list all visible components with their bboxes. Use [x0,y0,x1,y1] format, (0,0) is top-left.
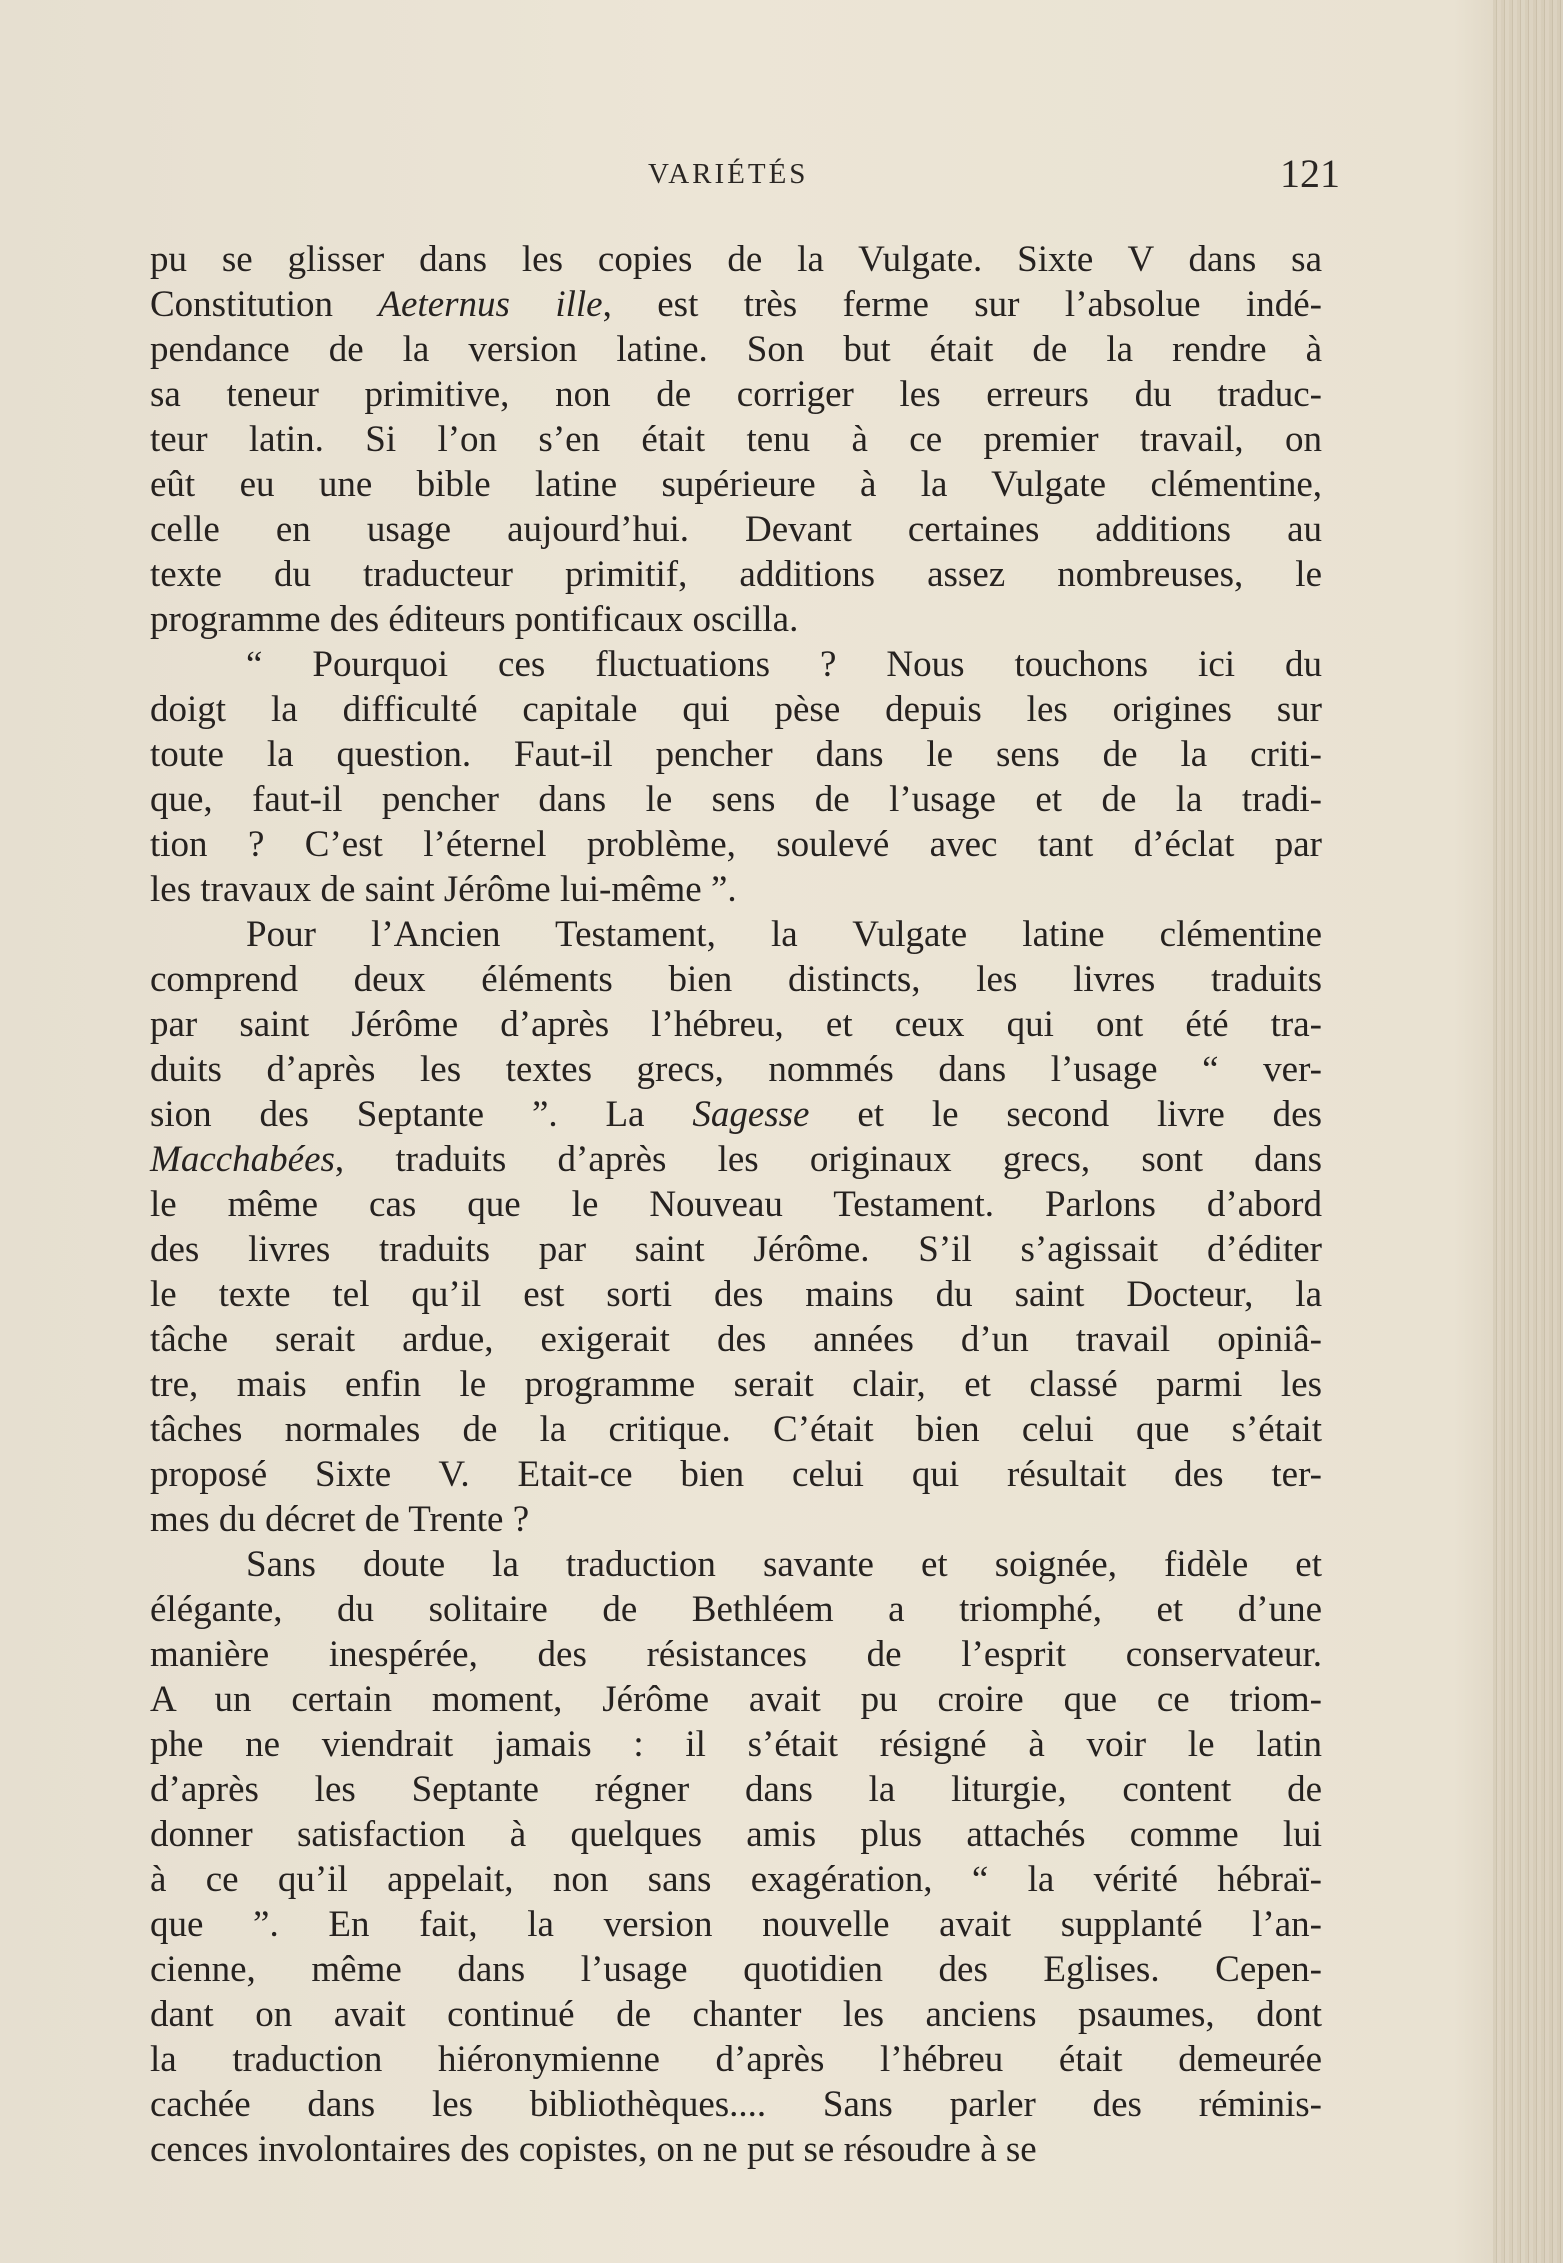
paragraph [150,642,1322,912]
text-segment: eût eu une bible latine supérieure à la Vulgate clémentine, [150,464,1322,505]
text-segment: manière inespérée, des résistances de l’esprit conservateur. [150,1634,1322,1675]
text-segment: les travaux de saint Jérôme lui-même ”. [150,869,737,910]
text-segment: que ”. En fait, la version nouvelle avait supplanté l’an- [150,1904,1322,1945]
text-line [150,372,1322,417]
text-segment: doigt la difficulté capitale qui pèse depuis les origines sur [150,689,1322,730]
text-segment: des livres traduits par saint Jérôme. S’il s’agissait d’éditer [150,1229,1322,1270]
text-segment: cences involontaires des copistes, on ne put se résoudre à se [150,2129,1037,2170]
italic-text: Sagesse [692,1094,810,1135]
text-segment: le même cas que le Nouveau Testament. Parlons d’abord [150,1184,1322,1225]
paragraph [150,1542,1322,2172]
text-line [150,687,1322,732]
running-head: VARIÉTÉS [648,158,809,190]
text-line [150,642,1322,687]
text-segment: programme des éditeurs pontificaux oscilla. [150,599,799,640]
text-line [150,1272,1322,1317]
text-line [150,1002,1322,1047]
text-line [150,1767,1322,1812]
text-line [150,822,1322,867]
text-segment: cachée dans les bibliothèques.... Sans parler des réminis- [150,2084,1322,2125]
text-segment: , traduits d’après les originaux grecs, sont dans [334,1139,1322,1180]
text-segment: à ce qu’il appelait, non sans exagération, “ la vérité hébraï- [150,1859,1322,1900]
page-header [150,150,1340,200]
text-line [150,552,1322,597]
text-line [150,237,1322,282]
text-segment: d’après les Septante régner dans la liturgie, content de [150,1769,1322,1810]
text-segment: tâche serait ardue, exigerait des années d’un travail opiniâ- [150,1319,1322,1360]
text-line [150,327,1322,372]
text-segment: Pour l’Ancien Testament, la Vulgate latine clémentine [246,914,1322,955]
text-line [150,1407,1322,1452]
text-line [150,1632,1322,1677]
text-segment: , est très ferme sur l’absolue indé- [602,284,1322,325]
text-segment: pu se glisser dans les copies de la Vulgate. Sixte V dans sa [150,239,1322,280]
paragraph [150,237,1322,642]
text-line [150,1902,1322,1947]
text-segment: que, faut-il pencher dans le sens de l’usage et de la tradi- [150,779,1322,820]
text-segment: pendance de la version latine. Son but était de la rendre à [150,329,1322,370]
text-segment: comprend deux éléments bien distincts, les livres traduits [150,959,1322,1000]
text-segment: “ Pourquoi ces fluctuations ? Nous touchons ici du [246,644,1322,685]
text-segment: dant on avait continué de chanter les anciens psaumes, dont [150,1994,1322,2035]
text-line [150,732,1322,777]
text-line [150,1587,1322,1632]
text-line [150,2037,1322,2082]
paragraph [150,912,1322,1542]
text-segment: A un certain moment, Jérôme avait pu croire que ce triom- [150,1679,1322,1720]
text-line [150,417,1322,462]
text-segment: proposé Sixte V. Etait-ce bien celui qui résultait des ter- [150,1454,1322,1495]
text-line [150,1947,1322,1992]
page-number: 121 [1280,151,1340,196]
text-segment: Sans doute la traduction savante et soignée, fidèle et [246,1544,1322,1585]
text-segment: par saint Jérôme d’après l’hébreu, et ceux qui ont été tra- [150,1004,1322,1045]
text-line [150,867,1322,912]
text-line [150,957,1322,1002]
body-text [150,237,1322,2172]
text-segment: texte du traducteur primitif, additions assez nombreuses, le [150,554,1322,595]
text-segment: Constitution [150,284,379,325]
text-segment: duits d’après les textes grecs, nommés dans l’usage “ ver- [150,1049,1322,1090]
text-line [150,777,1322,822]
text-line [150,1182,1322,1227]
text-segment: tion ? C’est l’éternel problème, soulevé avec tant d’éclat par [150,824,1322,865]
text-segment: toute la question. Faut-il pencher dans le sens de la criti- [150,734,1322,775]
text-line [150,1362,1322,1407]
page-edge-gutter [1493,0,1563,2263]
italic-text: Aeternus ille [378,284,603,325]
text-line [150,1047,1322,1092]
text-segment: mes du décret de Trente ? [150,1499,530,1540]
text-segment: teur latin. Si l’on s’en était tenu à ce premier travail, on [150,419,1322,460]
text-line [150,1452,1322,1497]
text-line [150,597,1322,642]
text-line [150,1812,1322,1857]
text-segment: le texte tel qu’il est sorti des mains du saint Docteur, la [150,1274,1322,1315]
text-line [150,462,1322,507]
text-segment: tâches normales de la critique. C’était bien celui que s’était [150,1409,1322,1450]
text-line [150,1317,1322,1362]
text-line [150,282,1322,327]
text-line [150,1137,1322,1182]
text-line [150,1092,1322,1137]
text-line [150,1857,1322,1902]
text-segment: élégante, du solitaire de Bethléem a triomphé, et d’une [150,1589,1322,1630]
text-line [150,1677,1322,1722]
text-line [150,2127,1322,2172]
text-segment: phe ne viendrait jamais : il s’était résigné à voir le latin [150,1724,1322,1765]
text-segment: la traduction hiéronymienne d’après l’hébreu était demeurée [150,2039,1322,2080]
text-segment: donner satisfaction à quelques amis plus attachés comme lui [150,1814,1322,1855]
text-line [150,1992,1322,2037]
text-segment: sa teneur primitive, non de corriger les erreurs du traduc- [150,374,1322,415]
text-segment: celle en usage aujourd’hui. Devant certaines additions au [150,509,1322,550]
text-segment: tre, mais enfin le programme serait clair, et classé parmi les [150,1364,1322,1405]
text-segment: et le second livre des [809,1094,1322,1135]
text-line [150,2082,1322,2127]
text-segment: cienne, même dans l’usage quotidien des Eglises. Cepen- [150,1949,1322,1990]
text-segment: sion des Septante ”. La [150,1094,693,1135]
italic-text: Macchabées [150,1139,335,1180]
text-line [150,1497,1322,1542]
text-line [150,1542,1322,1587]
text-line [150,507,1322,552]
text-line [150,1227,1322,1272]
text-line [150,1722,1322,1767]
text-line [150,912,1322,957]
